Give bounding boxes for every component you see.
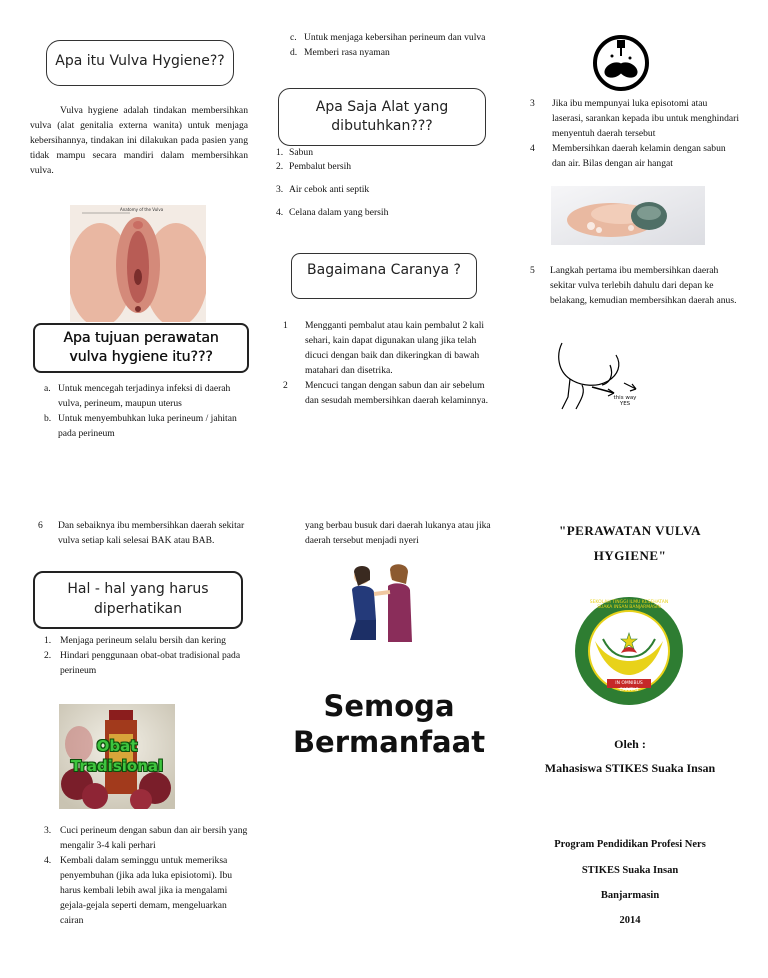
alat-item: 3. Air cebok anti septik bbox=[276, 184, 370, 195]
hal-list bbox=[44, 633, 248, 678]
obat-tradisional-image bbox=[59, 704, 175, 809]
cover-program: Program Pendidikan Profesi Ners bbox=[554, 839, 706, 850]
cover-institution: STIKES Suaka Insan bbox=[581, 865, 679, 876]
step-item: 5 Langkah pertama ibu membersihkan daerah sekitar vulva terlebih dahulu dari depan ke belakang, kemudian membersihkan daerah anus. bbox=[530, 265, 737, 306]
logo-text-top: SEKOLAH TINGGI ILMU KESEHATAN SUAKA INSAN BANJARMASIN bbox=[589, 600, 669, 610]
bubble-alat-title: Apa Saja Alat yang dibutuhkan??? bbox=[315, 99, 449, 134]
cover-city: Banjarmasin bbox=[600, 890, 660, 901]
alat-item: 4. Celana dalam yang bersih bbox=[276, 207, 389, 218]
anatomy-caption: Anatomy of the Vulva bbox=[120, 207, 164, 212]
steps-list bbox=[530, 96, 740, 171]
tujuan-box bbox=[33, 323, 249, 373]
tujuan-cont-list bbox=[290, 30, 498, 60]
tujuan-item: a. Untuk mencegah terjadinya infeksi di daerah vulva, perineum, maupun uterus bbox=[44, 383, 231, 409]
hal-list-2 bbox=[44, 823, 248, 928]
cover-year: 2014 bbox=[619, 915, 641, 926]
women-illustration bbox=[346, 560, 418, 646]
step-6 bbox=[38, 518, 250, 548]
step-item: 3 Jika ibu mempunyai luka episotomi atau laserasi, sarankan kepada ibu untuk menghindari menyentuh daerah tersebut bbox=[530, 98, 740, 139]
cara-item: 1 Mengganti pembalut atau kain pembalut 2 kali sehari, kain dapat digunakan ulang jika telah dicuci dengan baik dan dikeringkan di bawah matahari dan disetrika. bbox=[283, 320, 485, 376]
cover-oleh: Oleh : bbox=[614, 737, 646, 751]
step-item: 4 Membersihkan daerah kelamin dengan sabun dan air. Bilas dengan air hangat bbox=[530, 143, 726, 169]
handwash-icon bbox=[590, 34, 652, 92]
bubble-cara bbox=[291, 253, 477, 299]
tujuan-item: b. Untuk menyembuhkan luka perineum / jahitan pada perineum bbox=[44, 413, 237, 439]
bubble-apa-itu-title: Apa itu Vulva Hygiene?? bbox=[55, 53, 225, 69]
bubble-alat bbox=[278, 88, 486, 146]
hal-item: 1. Menjaga perineum selalu bersih dan kering bbox=[44, 635, 226, 646]
step-5 bbox=[530, 263, 740, 308]
hal-item: 2. Hindari penggunaan obat-obat tradisional pada perineum bbox=[44, 650, 241, 676]
tujuan-item: c. Untuk menjaga kebersihan perineum dan vulva bbox=[290, 32, 486, 43]
washing-hands-photo bbox=[551, 186, 705, 245]
hal-item: 3. Cuci perineum dengan sabun dan air bersih yang mengalir 3-4 kali perhari bbox=[44, 825, 248, 851]
tujuan-item: d. Memberi rasa nyaman bbox=[290, 47, 390, 58]
vulva-anatomy-image bbox=[70, 205, 206, 322]
logo-text-bottom: IN OMNIBUS CARITAS bbox=[615, 681, 643, 693]
cont-paragraph: yang berbau busuk dari daerah lukanya atau jika daerah tersebut menjadi nyeri bbox=[305, 520, 491, 546]
cover-author: Mahasiswa STIKES Suaka Insan bbox=[544, 761, 716, 775]
wiping-direction-illustration bbox=[552, 335, 642, 415]
bubble-cara-title: Bagaimana Caranya ? bbox=[307, 262, 461, 278]
intro-paragraph: Vulva hygiene adalah tindakan membersihkan vulva (alat genitalia externa wanita) untuk menjaga kebersihannya, tindakan ini dilakukan pada pasien yang tidak mampu secara mandiri dalam membersihkan vulva. bbox=[30, 105, 248, 176]
step-item: 6 Dan sebaiknya ibu membersihkan daerah sekitar vulva setiap kali selesai BAK atau BAB. bbox=[38, 520, 245, 546]
closing-line-2: Bermanfaat bbox=[292, 725, 486, 759]
hal-item: 4. Kembali dalam seminggu untuk memeriksa penyembuhan (jika ada luka episiotomi). Ibu harus kembali lebih awal jika ia mengalami gejala-gejala seperti demam, mengeluarkan cairan bbox=[44, 855, 233, 926]
bubble-apa-itu bbox=[46, 40, 234, 86]
closing-line-1: Semoga bbox=[323, 689, 455, 723]
tujuan-title: Apa tujuan perawatan vulva hygiene itu??? bbox=[63, 330, 219, 365]
cover-title: "PERAWATAN VULVA HYGIENE" bbox=[559, 523, 701, 563]
tujuan-list bbox=[40, 381, 248, 441]
alat-item: 1. Sabun bbox=[276, 147, 313, 158]
this-way-label: this way YES bbox=[613, 395, 637, 407]
alat-list bbox=[276, 145, 486, 220]
closing-message bbox=[282, 688, 496, 760]
cara-item: 2 Mencuci tangan dengan sabun dan air sebelum dan sesudah membersihkan daerah kelaminnya. bbox=[283, 380, 489, 406]
alat-item: 2. Pembalut bersih bbox=[276, 161, 352, 172]
cara-list bbox=[283, 318, 495, 408]
obat-label: Obat Tradisional bbox=[70, 737, 164, 775]
bubble-hal bbox=[33, 571, 243, 629]
bubble-hal-title: Hal - hal yang harus diperhatikan bbox=[67, 581, 209, 617]
stikes-logo bbox=[573, 595, 685, 707]
